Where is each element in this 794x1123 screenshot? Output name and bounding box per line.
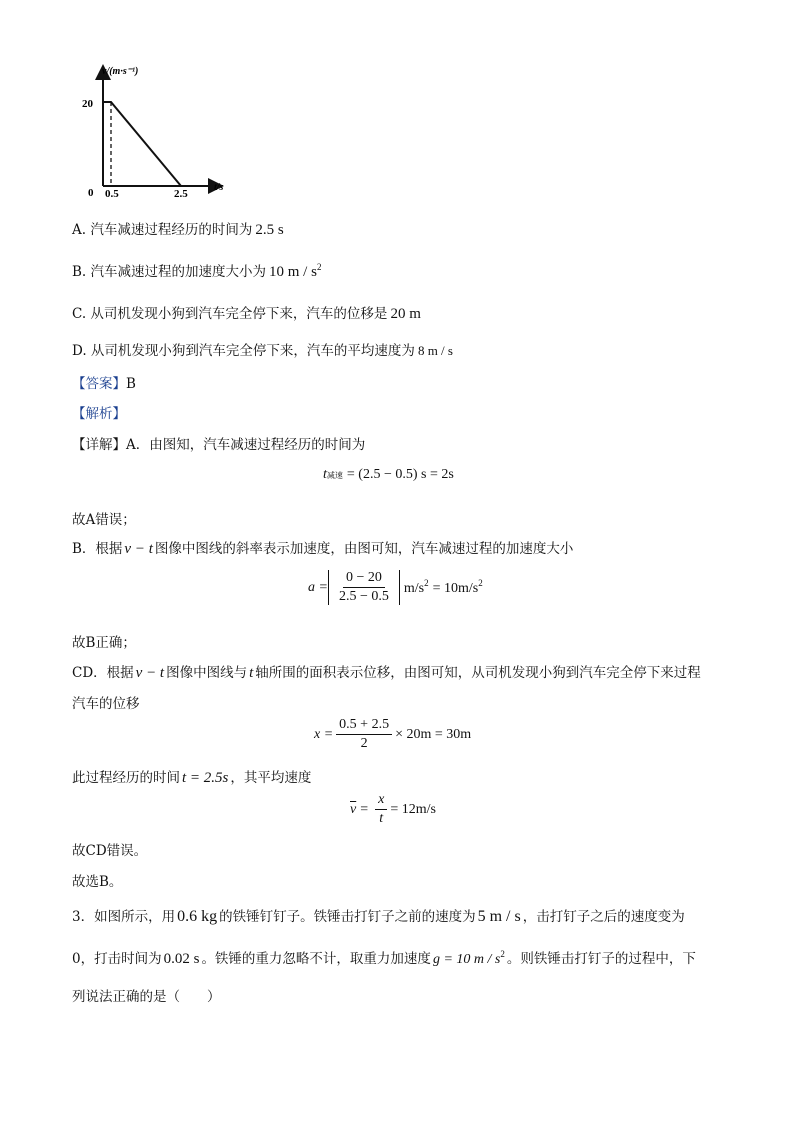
option-c: C. 从司机发现小狗到汽车完全停下来，汽车的位移是 20 m (72, 306, 421, 322)
x-tick-0.5: 0.5 (105, 188, 119, 200)
detail-line-1: 【详解】A．由图知，汽车减速过程经历的时间为 (72, 437, 366, 453)
origin-label: 0 (88, 187, 94, 199)
vt-graph (80, 60, 240, 200)
answer-label: 【答案】 (72, 376, 126, 392)
detail-line-2: 故A错误； (72, 512, 136, 528)
detail-line-4: 故B正确； (72, 635, 136, 651)
equation-4: $\overline{v}$ = $\frac{x}{t}$ = 12m/s (350, 792, 436, 826)
equation-2: a = $\frac{0 - 20}{2.5 - 0.5}$ $m/s^2$ = $10m/s^2$ (308, 570, 483, 604)
x-tick-2.5: 2.5 (174, 188, 188, 200)
option-b: B. 汽车减速过程的加速度大小为 10 m / $s^2$ (72, 262, 322, 280)
y-tick-20: 20 (82, 98, 93, 110)
detail-line-8: 故CD错误。 (72, 843, 148, 859)
option-a-value: 2.5 s (255, 222, 284, 238)
detail-line-5: CD．根据 v − t 图像中图线与 t 轴所围的面积表示位移，由图可知，从司机发现小狗到汽车完全停下来过程 (72, 665, 701, 681)
detail-line-7: 此过程经历的时间 t = 2.5s ，其平均速度 (72, 770, 312, 786)
detail-line-9: 故选B。 (72, 874, 123, 890)
option-d-value: 8 m / s (417, 343, 453, 358)
option-d: D. 从司机发现小狗到汽车完全停下来，汽车的平均速度为 8 m / s (72, 343, 453, 359)
answer-value: B (126, 376, 136, 392)
detail-line-6: 汽车的位移 (72, 696, 140, 712)
equation-1: t 减速 = (2.5 − 0.5) s = 2s (323, 467, 454, 482)
velocity-line (103, 102, 181, 186)
x-axis-label: t/s (214, 182, 224, 193)
option-c-value: 20 m (390, 306, 421, 322)
answer-line (72, 372, 136, 392)
q3-line-1: 3．如图所示，用 0.6 kg 的铁锤钉钉子。铁锤击打钉子之前的速度为 5 m / s ，击打钉子之后的速度变为 (72, 908, 685, 925)
q3-line-3: 列说法正确的是（ ） (72, 989, 221, 1005)
analysis-label: 【解析】 (72, 406, 126, 422)
q3-line-2: 0，打击时间为 0.02 s 。铁锤的重力忽略不计，取重力加速度 g = 10 m / $s^2$ 。则铁锤击打钉子的过程中，下 (72, 949, 696, 967)
equation-3: x = $\frac{0.5 + 2.5}{2}$ × 20m = 30m (314, 717, 472, 751)
detail-line-3: B．根据 v − t 图像中图线的斜率表示加速度，由图可知，汽车减速过程的加速度大小 (72, 541, 574, 557)
y-axis-label: v/(m·s⁻¹) (102, 66, 139, 77)
option-b-value: 10 m / $s^2$ (269, 262, 322, 280)
option-a: A. 汽车减速过程经历的时间为 2.5 s (72, 222, 284, 238)
